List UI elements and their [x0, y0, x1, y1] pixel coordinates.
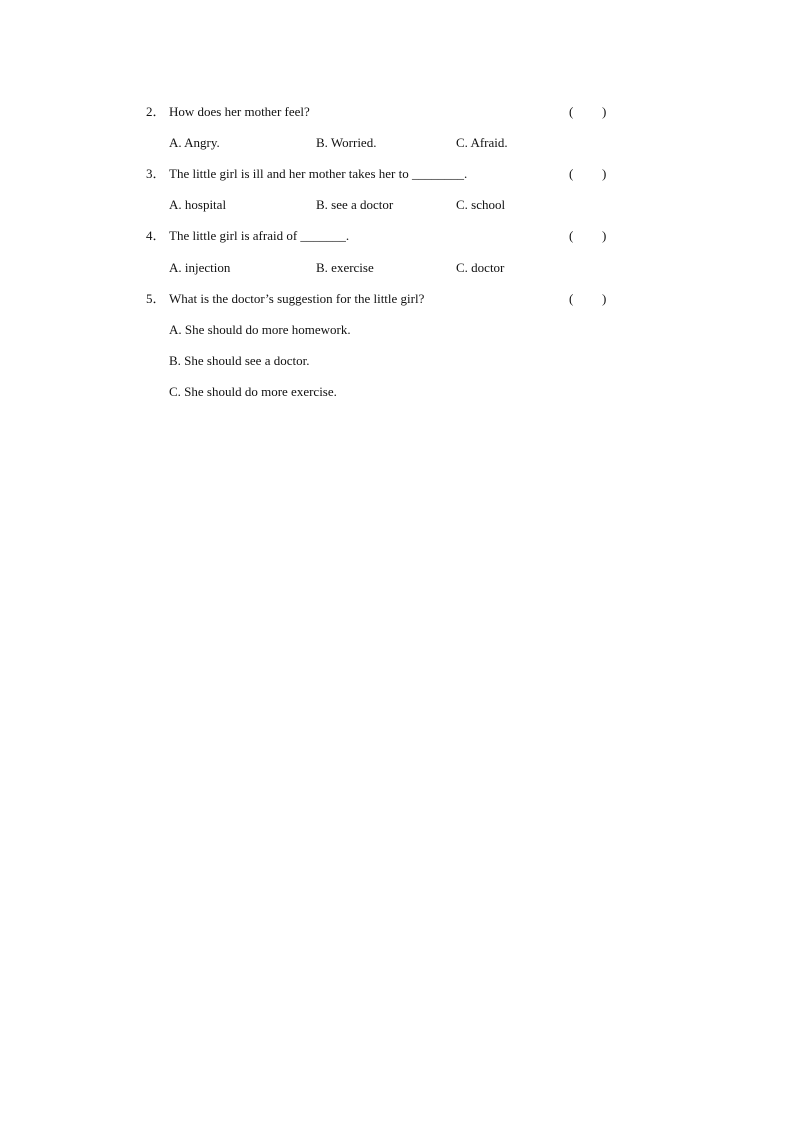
option-a: A. hospital: [169, 197, 227, 212]
paren-open: (: [569, 228, 574, 243]
paren-close: ): [602, 104, 607, 119]
question-5: [0, 289, 793, 309]
options-row-2: [0, 133, 793, 153]
option-c: C. school: [456, 197, 506, 212]
question-text: How does her mother feel?: [169, 104, 310, 119]
option-b: B. see a doctor: [316, 197, 394, 212]
option-c: C. doctor: [456, 260, 505, 275]
question-4: [0, 226, 793, 246]
option-c: C. Afraid.: [456, 135, 508, 150]
question-2: [0, 102, 793, 122]
option-a: A. Angry.: [169, 135, 220, 150]
question-number: 3．: [146, 166, 166, 181]
option-c: C. She should do more exercise.: [169, 384, 337, 399]
option-row-5b: [0, 351, 793, 371]
option-b: B. She should see a doctor.: [169, 353, 310, 368]
option-row-5a: [0, 320, 793, 340]
option-b: B. Worried.: [316, 135, 377, 150]
question-number: 5．: [146, 291, 166, 306]
paren-close: ): [602, 166, 607, 181]
question-3: [0, 164, 793, 184]
paren-open: (: [569, 166, 574, 181]
question-text: What is the doctor’s suggestion for the little girl?: [169, 291, 425, 306]
options-row-3: [0, 195, 793, 215]
paren-open: (: [569, 291, 574, 306]
paren-close: ): [602, 291, 607, 306]
question-number: 4．: [146, 228, 166, 243]
option-a: A. She should do more homework.: [169, 322, 351, 337]
option-a: A. injection: [169, 260, 231, 275]
question-number: 2．: [146, 104, 166, 119]
option-row-5c: [0, 382, 793, 402]
paren-close: ): [602, 228, 607, 243]
question-text: The little girl is ill and her mother takes her to ________.: [169, 166, 468, 181]
paren-open: (: [569, 104, 574, 119]
question-text: The little girl is afraid of _______.: [169, 228, 350, 243]
options-row-4: [0, 258, 793, 278]
option-b: B. exercise: [316, 260, 374, 275]
